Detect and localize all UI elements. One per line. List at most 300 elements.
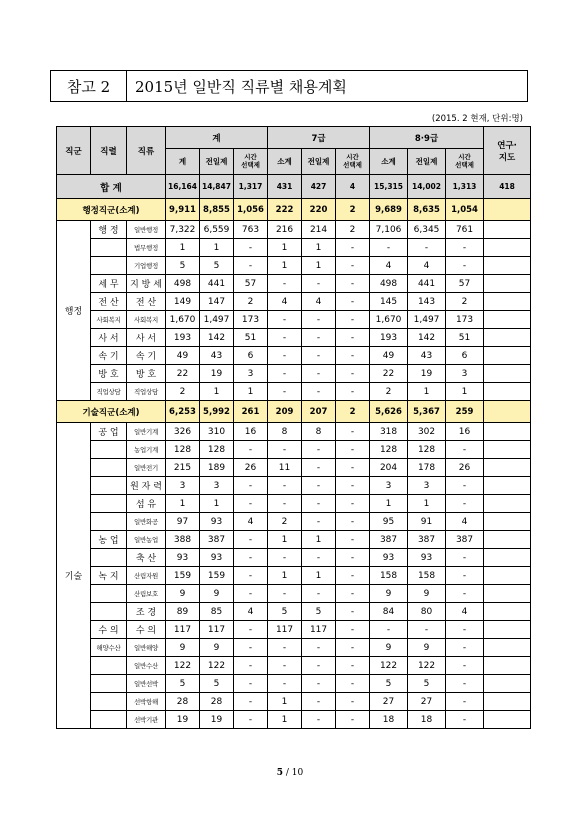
value-cell: - — [302, 477, 336, 495]
group-label: 기술 — [57, 423, 91, 729]
value-cell: 6,253 — [166, 401, 200, 423]
value-cell: 2 — [336, 221, 370, 239]
header-sub-part2 — [336, 149, 370, 175]
value-cell: - — [302, 495, 336, 513]
value-cell: 5 — [200, 675, 234, 693]
value-cell: 16 — [446, 423, 484, 441]
value-cell: 1 — [268, 257, 302, 275]
value-cell: 1 — [302, 567, 336, 585]
table-row — [57, 639, 531, 657]
document-title: 2015년 일반직 직류별 채용계획 — [135, 77, 347, 96]
header-row-1 — [57, 127, 531, 149]
value-cell — [484, 711, 531, 729]
value-cell: 1 — [200, 383, 234, 401]
class-cell: 사 서 — [127, 329, 166, 347]
value-cell: - — [302, 675, 336, 693]
value-cell: 93 — [408, 549, 446, 567]
value-cell: - — [268, 549, 302, 567]
value-cell: 441 — [200, 275, 234, 293]
value-cell: 207 — [302, 401, 336, 423]
value-cell: 158 — [370, 567, 408, 585]
value-cell: - — [446, 711, 484, 729]
value-cell: 51 — [446, 329, 484, 347]
class-cell: 지 방 세 — [127, 275, 166, 293]
value-cell — [484, 347, 531, 365]
value-cell: 128 — [408, 441, 446, 459]
value-cell: - — [370, 239, 408, 257]
series-cell — [91, 257, 127, 275]
value-cell — [484, 585, 531, 603]
value-cell: - — [336, 675, 370, 693]
value-cell: - — [336, 459, 370, 477]
value-cell — [484, 459, 531, 477]
class-cell: 원 자 력 — [127, 477, 166, 495]
value-cell: 6 — [234, 347, 268, 365]
header-sub-part3-l2: 선택제 — [455, 160, 474, 169]
page-sep: / — [283, 768, 292, 778]
series-cell — [91, 239, 127, 257]
value-cell: 158 — [408, 567, 446, 585]
value-cell: 8 — [302, 423, 336, 441]
value-cell: - — [336, 531, 370, 549]
value-cell: 95 — [370, 513, 408, 531]
value-cell: 26 — [446, 459, 484, 477]
tech-subtotal-row-label: 기술직군(소계) — [57, 401, 166, 423]
value-cell: 310 — [200, 423, 234, 441]
table-row — [57, 621, 531, 639]
value-cell: 2 — [336, 401, 370, 423]
value-cell: - — [302, 275, 336, 293]
value-cell: 49 — [370, 347, 408, 365]
value-cell: 8,635 — [408, 199, 446, 221]
value-cell: - — [446, 257, 484, 275]
value-cell: - — [302, 347, 336, 365]
value-cell: 16 — [234, 423, 268, 441]
value-cell: - — [336, 311, 370, 329]
value-cell: 326 — [166, 423, 200, 441]
header-grade7: 7급 — [268, 127, 370, 149]
value-cell: 9 — [370, 639, 408, 657]
table-row — [57, 711, 531, 729]
recruitment-table — [56, 126, 531, 729]
class-cell: 선박기관 — [127, 711, 166, 729]
table-row — [57, 423, 531, 441]
value-cell: 178 — [408, 459, 446, 477]
value-cell — [484, 621, 531, 639]
series-cell — [91, 657, 127, 675]
value-cell: - — [268, 657, 302, 675]
value-cell: - — [302, 585, 336, 603]
value-cell: 26 — [234, 459, 268, 477]
value-cell: - — [234, 495, 268, 513]
table-row — [57, 459, 531, 477]
value-cell: 222 — [268, 199, 302, 221]
value-cell: 11 — [268, 459, 302, 477]
value-cell: 1 — [370, 495, 408, 513]
table-row — [57, 513, 531, 531]
value-cell: 43 — [200, 347, 234, 365]
value-cell: 1,670 — [370, 311, 408, 329]
header-sub-part3 — [446, 149, 484, 175]
value-cell: - — [446, 441, 484, 459]
value-cell: 193 — [370, 329, 408, 347]
value-cell: 80 — [408, 603, 446, 621]
series-cell — [91, 495, 127, 513]
class-cell: 일반수산 — [127, 657, 166, 675]
header-jikgun: 직군 — [57, 127, 91, 175]
value-cell: - — [234, 567, 268, 585]
value-cell: 9 — [408, 585, 446, 603]
value-cell — [484, 329, 531, 347]
value-cell: 1 — [408, 495, 446, 513]
value-cell — [484, 365, 531, 383]
value-cell: 173 — [234, 311, 268, 329]
class-cell: 사회복지 — [127, 311, 166, 329]
value-cell: - — [446, 675, 484, 693]
value-cell: - — [336, 441, 370, 459]
value-cell: 122 — [166, 657, 200, 675]
series-cell — [91, 477, 127, 495]
value-cell: 1 — [268, 531, 302, 549]
table-row — [57, 495, 531, 513]
value-cell: 22 — [166, 365, 200, 383]
value-cell: 418 — [484, 175, 531, 199]
value-cell: - — [336, 293, 370, 311]
value-cell: - — [336, 275, 370, 293]
value-cell: 8 — [268, 423, 302, 441]
value-cell — [484, 257, 531, 275]
value-cell: 4 — [302, 293, 336, 311]
value-cell: 18 — [408, 711, 446, 729]
unit-note: (2015. 2 현재, 단위:명) — [431, 114, 523, 124]
value-cell — [484, 657, 531, 675]
value-cell: 16,164 — [166, 175, 200, 199]
value-cell: 9 — [200, 585, 234, 603]
value-cell: - — [302, 311, 336, 329]
value-cell — [484, 199, 531, 221]
value-cell: - — [336, 495, 370, 513]
value-cell — [484, 567, 531, 585]
grand-total-row — [57, 175, 531, 199]
table-row — [57, 221, 531, 239]
value-cell: - — [408, 621, 446, 639]
value-cell — [484, 401, 531, 423]
value-cell: 49 — [166, 347, 200, 365]
value-cell — [484, 549, 531, 567]
value-cell: 43 — [408, 347, 446, 365]
page-current: 5 — [276, 768, 284, 778]
series-cell — [91, 441, 127, 459]
table-row — [57, 257, 531, 275]
value-cell: 1 — [302, 239, 336, 257]
series-cell — [91, 513, 127, 531]
value-cell: 387 — [370, 531, 408, 549]
value-cell: - — [302, 441, 336, 459]
value-cell: - — [268, 675, 302, 693]
value-cell: - — [336, 513, 370, 531]
value-cell: 387 — [408, 531, 446, 549]
value-cell: 28 — [200, 693, 234, 711]
value-cell: 193 — [166, 329, 200, 347]
table-row — [57, 531, 531, 549]
value-cell: 2 — [446, 293, 484, 311]
value-cell: - — [268, 365, 302, 383]
value-cell: 117 — [268, 621, 302, 639]
value-cell: 1,056 — [234, 199, 268, 221]
value-cell: 93 — [200, 513, 234, 531]
value-cell: 189 — [200, 459, 234, 477]
grand-total-row-label: 합 계 — [57, 175, 166, 199]
value-cell: - — [268, 347, 302, 365]
value-cell: 204 — [370, 459, 408, 477]
value-cell: - — [268, 311, 302, 329]
value-cell: 1,497 — [408, 311, 446, 329]
series-cell: 방 호 — [91, 365, 127, 383]
value-cell: 3 — [408, 477, 446, 495]
class-cell: 산림자원 — [127, 567, 166, 585]
value-cell: - — [302, 329, 336, 347]
table-row — [57, 329, 531, 347]
table-row — [57, 675, 531, 693]
value-cell: - — [302, 365, 336, 383]
value-cell — [484, 477, 531, 495]
series-cell — [91, 549, 127, 567]
value-cell: 84 — [370, 603, 408, 621]
value-cell: - — [336, 693, 370, 711]
value-cell: 122 — [200, 657, 234, 675]
class-cell: 일반기계 — [127, 423, 166, 441]
value-cell: 27 — [370, 693, 408, 711]
admin-subtotal-row-label: 행정직군(소계) — [57, 199, 166, 221]
value-cell — [484, 293, 531, 311]
group-label: 행정 — [57, 221, 91, 401]
header-sub-part3-l1: 시간 — [458, 153, 471, 161]
value-cell: 1 — [166, 495, 200, 513]
value-cell: 220 — [302, 199, 336, 221]
value-cell: 173 — [446, 311, 484, 329]
value-cell: - — [268, 383, 302, 401]
value-cell: - — [234, 477, 268, 495]
header-sub-part-l2: 선택제 — [241, 160, 260, 169]
series-cell: 공 업 — [91, 423, 127, 441]
value-cell: 14,847 — [200, 175, 234, 199]
header-sub-part2-l2: 선택제 — [343, 160, 362, 169]
value-cell: 15,315 — [370, 175, 408, 199]
class-cell: 수 의 — [127, 621, 166, 639]
value-cell — [484, 423, 531, 441]
table-row — [57, 585, 531, 603]
value-cell: 14,002 — [408, 175, 446, 199]
value-cell: - — [234, 693, 268, 711]
value-cell: 128 — [166, 441, 200, 459]
value-cell: 4 — [370, 257, 408, 275]
value-cell: - — [234, 621, 268, 639]
value-cell: - — [268, 585, 302, 603]
value-cell: 89 — [166, 603, 200, 621]
series-cell: 행 정 — [91, 221, 127, 239]
header-sub-part2-l1: 시간 — [346, 153, 359, 161]
value-cell: 143 — [408, 293, 446, 311]
table-row — [57, 567, 531, 585]
value-cell: - — [234, 711, 268, 729]
page-number — [0, 768, 580, 778]
value-cell: 2 — [370, 383, 408, 401]
value-cell: 1 — [200, 239, 234, 257]
value-cell: 51 — [234, 329, 268, 347]
value-cell: - — [336, 329, 370, 347]
value-cell: 1,317 — [234, 175, 268, 199]
value-cell: 9,689 — [370, 199, 408, 221]
class-cell: 속 기 — [127, 347, 166, 365]
value-cell — [484, 441, 531, 459]
value-cell: 5 — [200, 257, 234, 275]
tech-subtotal-row — [57, 401, 531, 423]
table-row — [57, 657, 531, 675]
value-cell: 261 — [234, 401, 268, 423]
value-cell: - — [268, 329, 302, 347]
value-cell: 122 — [370, 657, 408, 675]
value-cell: - — [446, 239, 484, 257]
class-cell: 일반전기 — [127, 459, 166, 477]
value-cell: 1,313 — [446, 175, 484, 199]
value-cell: - — [336, 657, 370, 675]
value-cell: 9 — [408, 639, 446, 657]
value-cell: 57 — [446, 275, 484, 293]
value-cell: - — [336, 711, 370, 729]
value-cell: - — [446, 621, 484, 639]
value-cell: 5 — [268, 603, 302, 621]
value-cell: 9,911 — [166, 199, 200, 221]
table-row — [57, 311, 531, 329]
header-sub-full: 전일제 — [200, 149, 234, 175]
value-cell: - — [446, 495, 484, 513]
class-cell: 일반해양 — [127, 639, 166, 657]
value-cell: - — [336, 383, 370, 401]
value-cell: - — [268, 275, 302, 293]
value-cell: 9 — [166, 585, 200, 603]
value-cell: 128 — [200, 441, 234, 459]
value-cell: - — [336, 603, 370, 621]
series-cell: 전 산 — [91, 293, 127, 311]
value-cell: 2 — [166, 383, 200, 401]
value-cell: 6 — [446, 347, 484, 365]
value-cell: 1 — [234, 383, 268, 401]
value-cell: - — [446, 477, 484, 495]
value-cell: - — [234, 531, 268, 549]
series-cell: 녹 지 — [91, 567, 127, 585]
value-cell: - — [336, 567, 370, 585]
header-sub-total: 계 — [166, 149, 200, 175]
class-cell: 일반농업 — [127, 531, 166, 549]
value-cell: 1 — [200, 495, 234, 513]
header-jikryu: 직류 — [127, 127, 166, 175]
value-cell: - — [336, 423, 370, 441]
value-cell: 2 — [268, 513, 302, 531]
class-cell: 조 경 — [127, 603, 166, 621]
value-cell: 1 — [302, 257, 336, 275]
value-cell: 1 — [166, 239, 200, 257]
value-cell: 27 — [408, 693, 446, 711]
class-cell: 기업행정 — [127, 257, 166, 275]
value-cell: - — [302, 693, 336, 711]
value-cell: 4 — [268, 293, 302, 311]
value-cell: 159 — [166, 567, 200, 585]
class-cell: 축 산 — [127, 549, 166, 567]
value-cell: 19 — [200, 711, 234, 729]
value-cell: - — [268, 495, 302, 513]
value-cell: 3 — [166, 477, 200, 495]
value-cell: 85 — [200, 603, 234, 621]
header-sub-part — [234, 149, 268, 175]
value-cell: 117 — [302, 621, 336, 639]
table-row — [57, 347, 531, 365]
value-cell: 7,322 — [166, 221, 200, 239]
value-cell: 93 — [200, 549, 234, 567]
header-research — [484, 127, 531, 175]
value-cell: 7,106 — [370, 221, 408, 239]
class-cell: 일반행정 — [127, 221, 166, 239]
value-cell: 9 — [370, 585, 408, 603]
value-cell: - — [446, 585, 484, 603]
value-cell: 19 — [408, 365, 446, 383]
table-row — [57, 383, 531, 401]
value-cell: 97 — [166, 513, 200, 531]
value-cell: 763 — [234, 221, 268, 239]
value-cell: 5 — [408, 675, 446, 693]
value-cell: 761 — [446, 221, 484, 239]
value-cell: 159 — [200, 567, 234, 585]
value-cell: 28 — [166, 693, 200, 711]
value-cell: 4 — [446, 603, 484, 621]
value-cell — [484, 513, 531, 531]
value-cell: - — [268, 441, 302, 459]
value-cell — [484, 275, 531, 293]
value-cell: 18 — [370, 711, 408, 729]
value-cell: 1 — [408, 383, 446, 401]
value-cell: 142 — [200, 329, 234, 347]
value-cell: 1 — [302, 531, 336, 549]
value-cell: 128 — [370, 441, 408, 459]
series-cell: 해양수산 — [91, 639, 127, 657]
value-cell: 149 — [166, 293, 200, 311]
series-cell: 사 서 — [91, 329, 127, 347]
table-row — [57, 365, 531, 383]
table-row — [57, 275, 531, 293]
value-cell: - — [234, 675, 268, 693]
value-cell: - — [336, 585, 370, 603]
value-cell: 441 — [408, 275, 446, 293]
value-cell: 3 — [370, 477, 408, 495]
value-cell: 2 — [234, 293, 268, 311]
series-cell: 사회복지 — [91, 311, 127, 329]
class-cell: 전 산 — [127, 293, 166, 311]
header-sub-full2: 전일제 — [302, 149, 336, 175]
header-total: 계 — [166, 127, 268, 149]
value-cell: 9 — [166, 639, 200, 657]
value-cell: 4 — [446, 513, 484, 531]
table-row — [57, 549, 531, 567]
value-cell — [484, 239, 531, 257]
value-cell: - — [302, 459, 336, 477]
value-cell — [484, 221, 531, 239]
series-cell — [91, 693, 127, 711]
value-cell: 5 — [370, 675, 408, 693]
series-cell: 속 기 — [91, 347, 127, 365]
value-cell: 1,670 — [166, 311, 200, 329]
page-total: 10 — [291, 768, 304, 778]
value-cell: 1 — [268, 239, 302, 257]
series-cell — [91, 603, 127, 621]
